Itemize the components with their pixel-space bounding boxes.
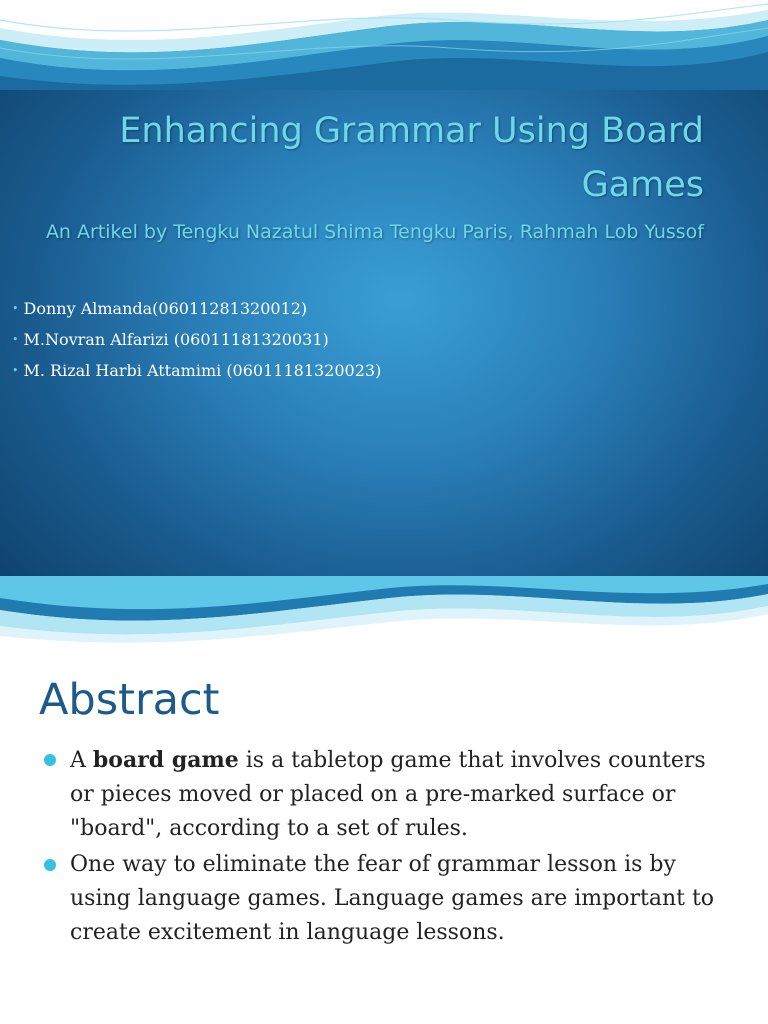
bullet-icon: • — [12, 333, 19, 346]
bullet-text-before: A — [70, 748, 93, 773]
title-block — [44, 104, 704, 246]
section-heading: Abstract — [39, 675, 220, 725]
bullet-text: One way to eliminate the fear of grammar lesson is by using language games. Language games are important to create excitement in language lessons. — [70, 852, 715, 945]
abstract-bullet-list — [44, 743, 734, 952]
bullet-dot-icon — [44, 754, 56, 766]
author-text: M. Rizal Harbi Attamimi (06011181320023) — [23, 361, 382, 380]
author-text: M.Novran Alfarizi (06011181320031) — [23, 330, 329, 349]
abstract-slide — [0, 576, 768, 1024]
author-item — [12, 293, 381, 324]
author-text: Donny Almanda(06011281320012) — [23, 299, 308, 318]
bullet-item — [44, 848, 734, 950]
bullet-icon: • — [12, 302, 19, 315]
bullet-bold-term: board game — [92, 747, 239, 773]
author-list — [12, 293, 381, 386]
bullet-dot-icon — [44, 859, 56, 871]
bullet-item — [44, 743, 734, 846]
wave-decoration-top — [0, 576, 768, 646]
bullet-text-after: is a tabletop game that involves counters or pieces moved or placed on a pre-marked surface or "board", according to a set of rules. — [70, 748, 706, 841]
presentation-subtitle: An Artikel by Tengku Nazatul Shima Tengku Paris, Rahmah Lob Yussof — [45, 221, 704, 243]
bullet-icon: • — [12, 364, 19, 377]
presentation-title: Enhancing Grammar Using Board Games — [119, 111, 704, 205]
author-item — [12, 355, 381, 386]
wave-decoration-top — [0, 0, 768, 90]
author-item — [12, 324, 381, 355]
